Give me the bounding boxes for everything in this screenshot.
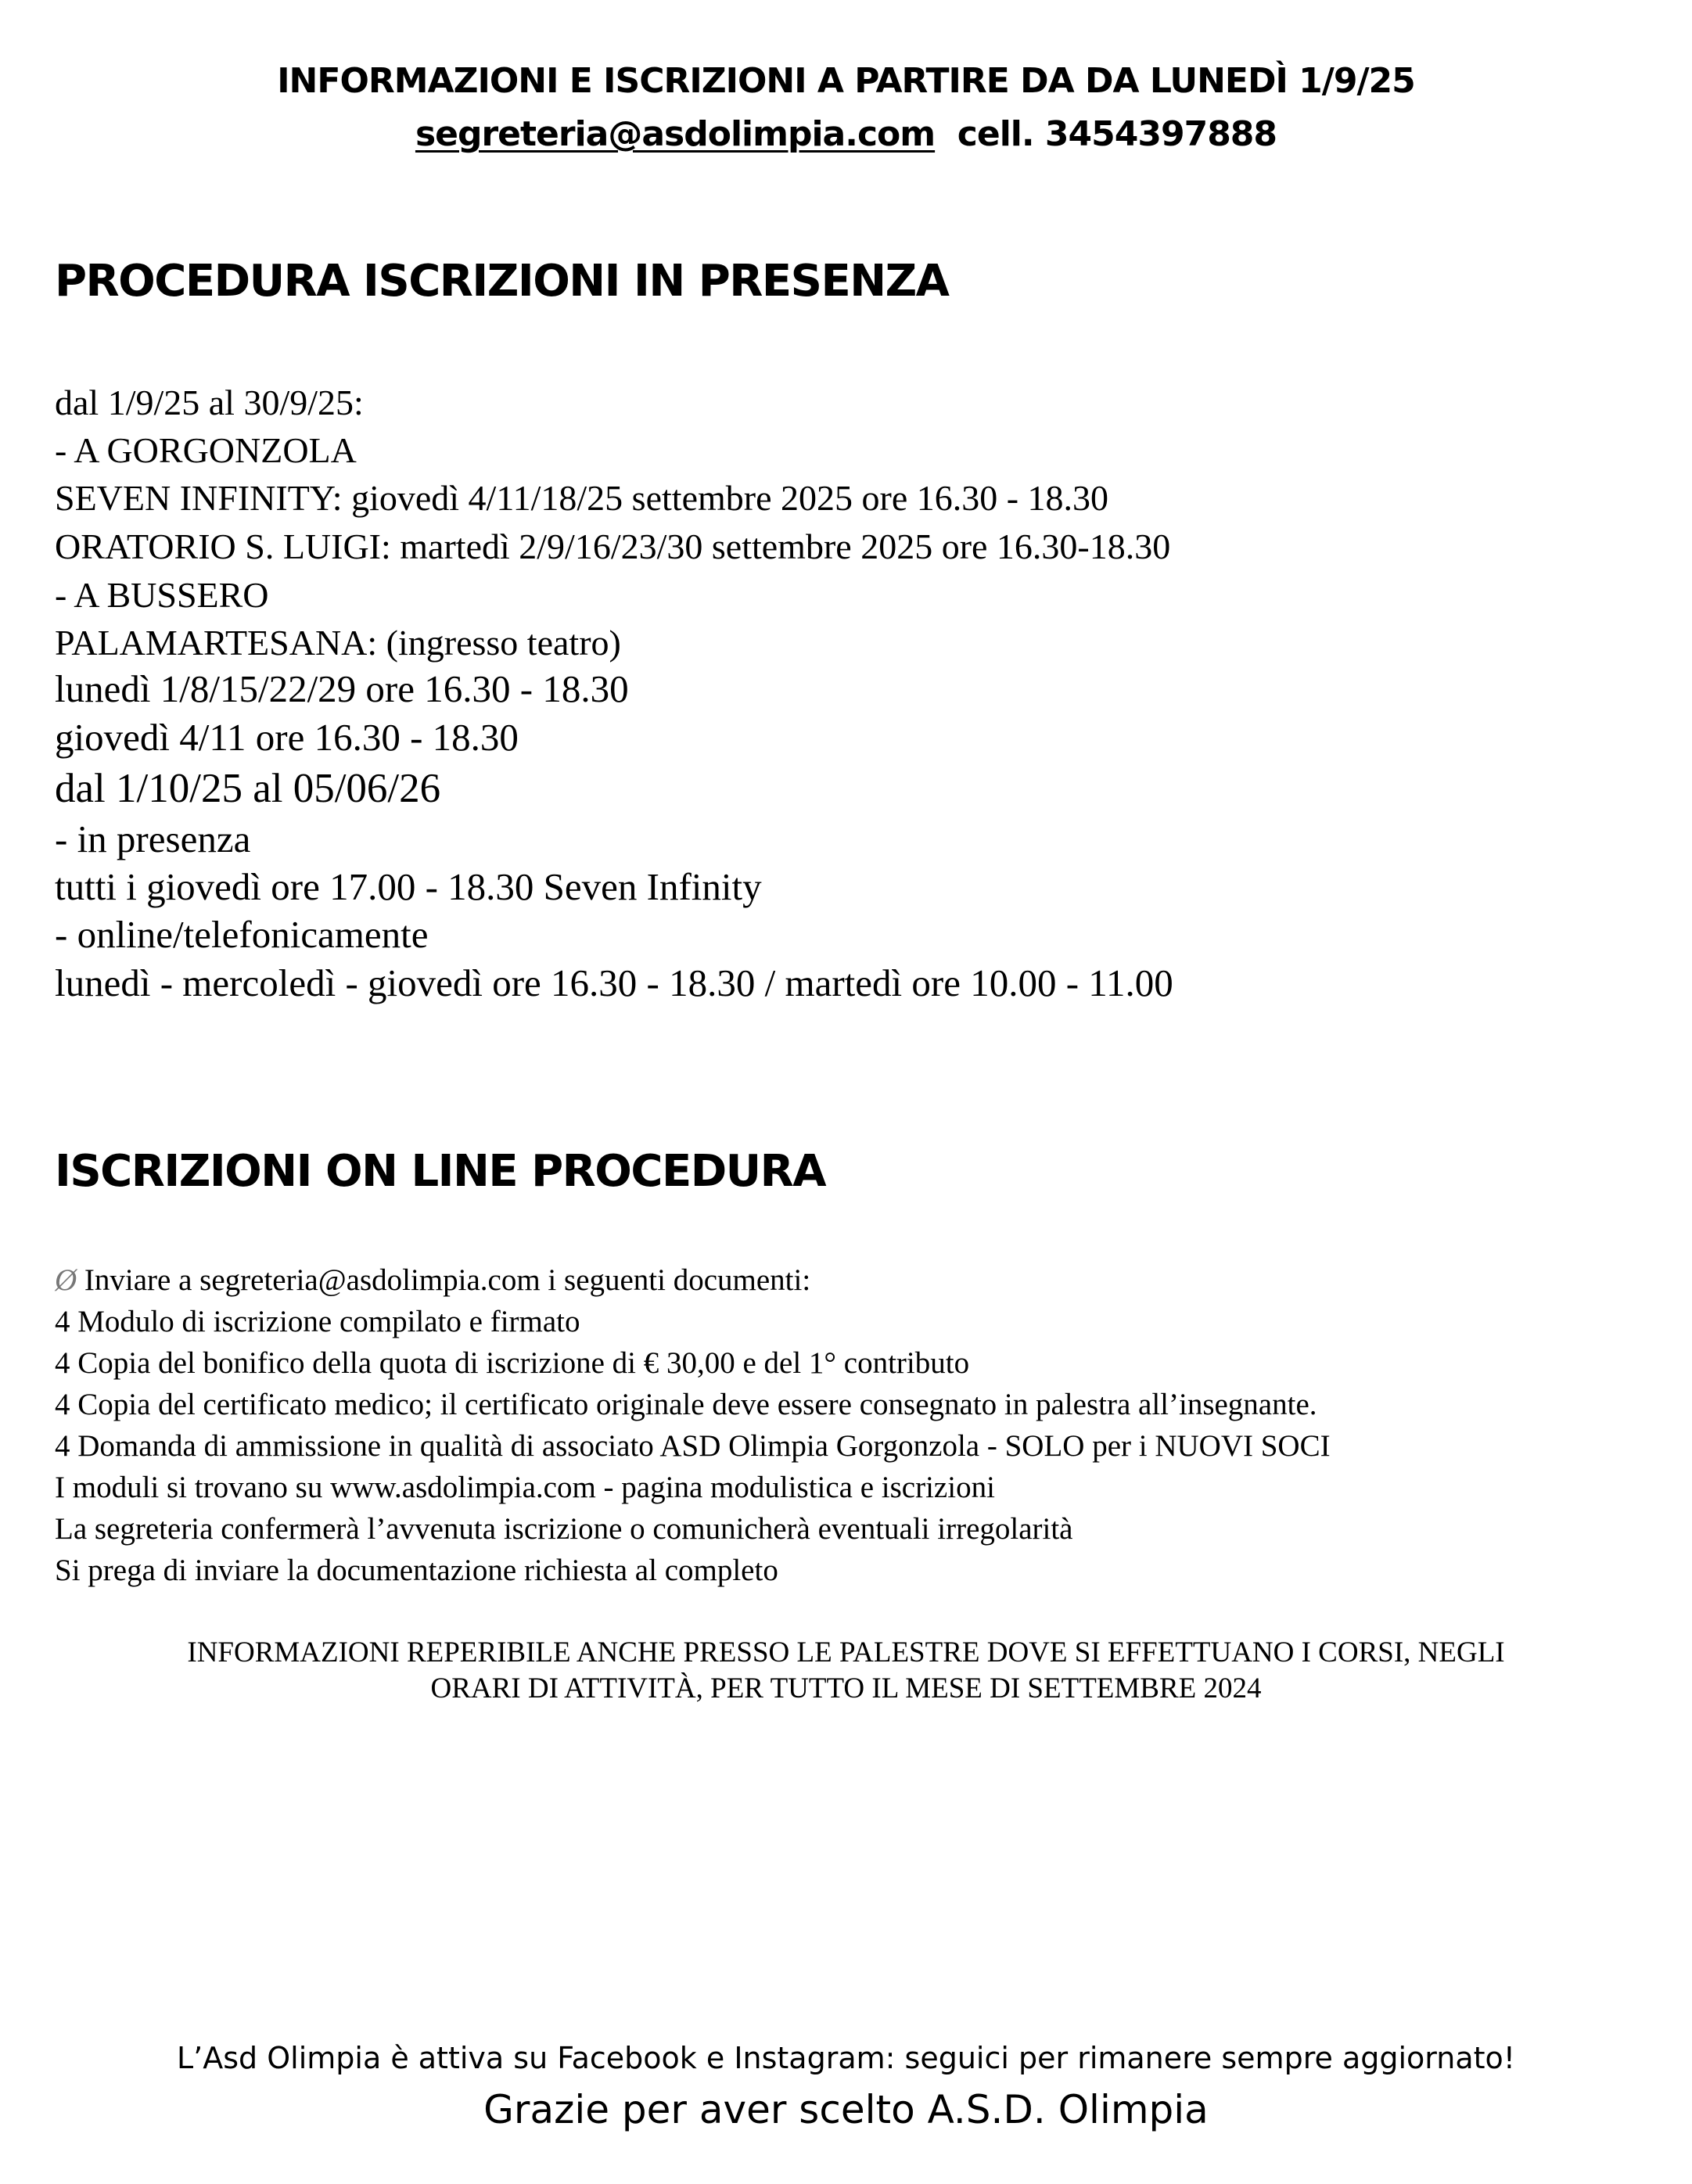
online-intro-text: Inviare a segreteria@asdolimpia.com i seguenti documenti: (84, 1263, 811, 1297)
in-person-heading: PROCEDURA ISCRIZIONI IN PRESENZA (55, 256, 949, 307)
schedule-line: tutti i giovedì ore 17.00 - 18.30 Seven Infinity (55, 865, 762, 908)
online-intro (55, 1265, 810, 1295)
header-title: INFORMAZIONI E ISCRIZIONI A PARTIRE DA DA LUNEDÌ 1/9/25 (277, 61, 1415, 101)
info-line: La segreteria confermerà l’avvenuta iscrizione o comunicherà eventuali irregolarità (55, 1512, 1073, 1546)
schedule-line: - A BUSSERO (55, 575, 269, 615)
schedule-line: PALAMARTESANA: (ingresso teatro) (55, 623, 621, 663)
schedule-line: - in presenza (55, 817, 251, 860)
schedule-line: SEVEN INFINITY: giovedì 4/11/18/25 settembre 2025 ore 16.30 - 18.30 (55, 478, 1109, 518)
header-contacts (0, 114, 1692, 154)
document-item: 4 Copia del certificato medico; il certificato originale deve essere consegnato in palestra all’insegnante. (55, 1388, 1317, 1421)
document-item: 4 Modulo di iscrizione compilato e firmato (55, 1305, 580, 1338)
document-item: 4 Copia del bonifico della quota di iscrizione di € 30,00 e del 1° contributo (55, 1346, 970, 1380)
schedule-line: - online/telefonicamente (55, 913, 429, 956)
notice-line: ORARI DI ATTIVITÀ, PER TUTTO IL MESE DI SETTEMBRE 2024 (430, 1672, 1262, 1704)
schedule-line: ORATORIO S. LUIGI: martedì 2/9/16/23/30 settembre 2025 ore 16.30-18.30 (55, 526, 1171, 566)
phone-number: cell. 3454397888 (957, 114, 1277, 154)
schedule-line: dal 1/9/25 al 30/9/25: (55, 383, 364, 422)
schedule-line: dal 1/10/25 al 05/06/26 (55, 766, 441, 811)
online-heading: ISCRIZIONI ON LINE PROCEDURA (55, 1146, 826, 1197)
schedule-line: lunedì 1/8/15/22/29 ore 16.30 - 18.30 (55, 667, 629, 710)
thanks-text: Grazie per aver scelto A.S.D. Olimpia (483, 2087, 1209, 2132)
schedule-line: giovedì 4/11 ore 16.30 - 18.30 (55, 716, 519, 759)
notice-line: INFORMAZIONI REPERIBILE ANCHE PRESSO LE PALESTRE DOVE SI EFFETTUANO I CORSI, NEGLI (187, 1636, 1505, 1669)
bullet-icon: Ø (55, 1263, 77, 1297)
schedule-line: lunedì - mercoledì - giovedì ore 16.30 - 18.30 / martedì ore 10.00 - 11.00 (55, 961, 1173, 1004)
schedule-line: - A GORGONZOLA (55, 430, 357, 470)
info-line: I moduli si trovano su www.asdolimpia.com - pagina modulistica e iscrizioni (55, 1471, 995, 1504)
email-link[interactable]: segreteria@asdolimpia.com (415, 114, 936, 154)
social-text: L’Asd Olimpia è attiva su Facebook e Instagram: seguici per rimanere sempre aggiornato! (176, 2041, 1515, 2075)
info-line: Si prega di inviare la documentazione richiesta al completo (55, 1554, 778, 1587)
document-item: 4 Domanda di ammissione in qualità di associato ASD Olimpia Gorgonzola - SOLO per i NUOVI SOCI (55, 1429, 1331, 1463)
